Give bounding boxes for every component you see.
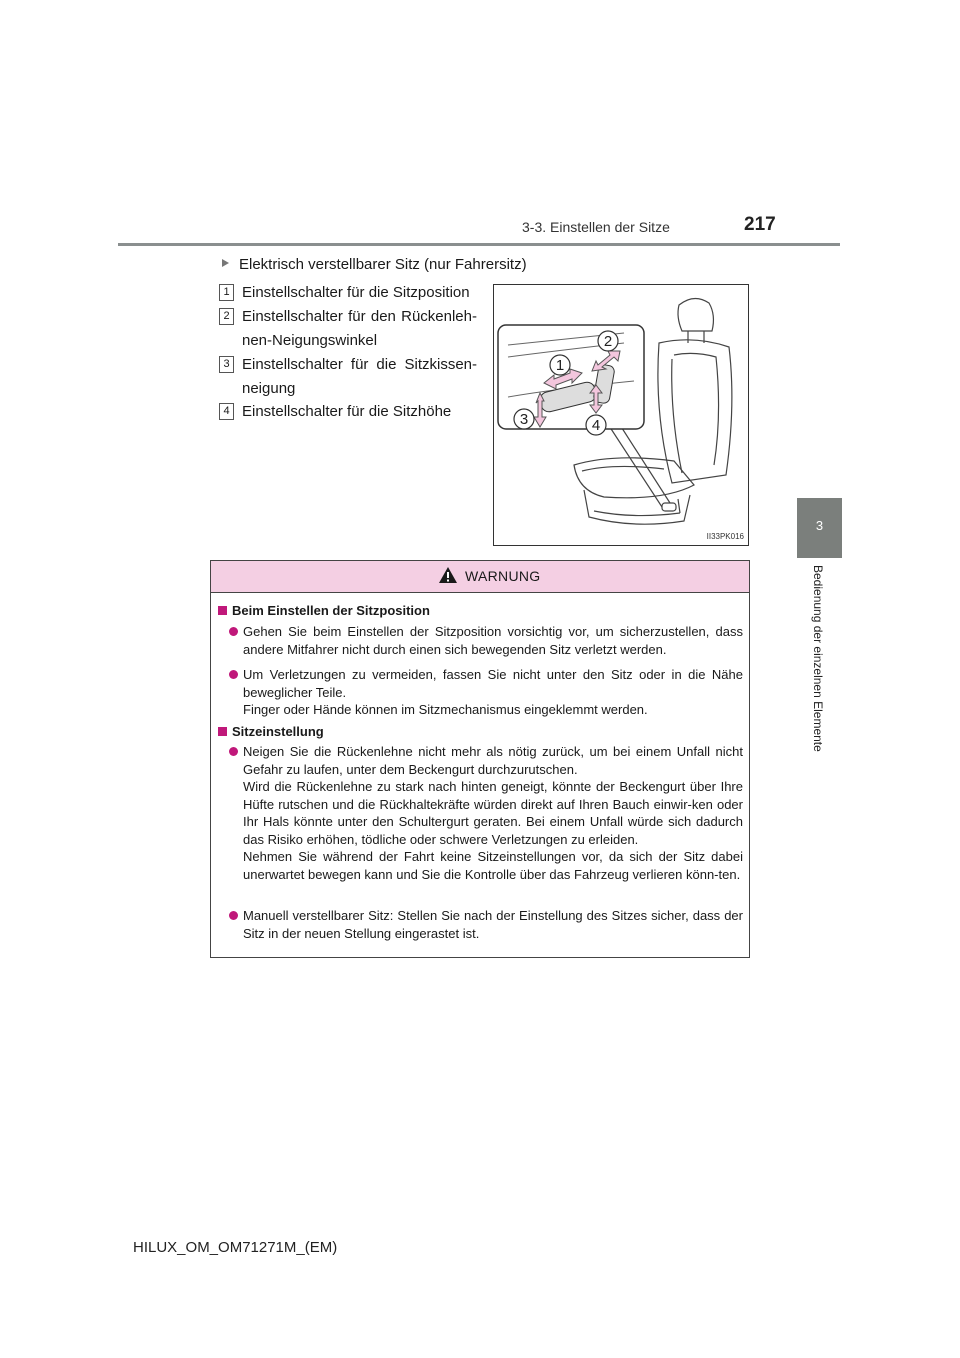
bullet-item: Um Verletzungen zu vermeiden, fassen Sie nicht unter den Sitz oder in die Nähe beweglicher Teile. Finger oder Hände können im Sitzmechanismus eingeklemmt werden. [229, 666, 743, 719]
warning-triangle-icon [438, 566, 458, 584]
seat-drawing [494, 285, 748, 545]
figure-code: II33PK016 [706, 532, 744, 541]
item-number: 2 [219, 308, 234, 325]
square-bullet-icon [218, 727, 227, 736]
item-text: Einstellschalter für die Sitzposition [242, 284, 470, 301]
item-text: Einstellschalter für den Rückenleh-nen-Neigungswinkel [242, 308, 477, 349]
list-item [219, 353, 477, 401]
subheading [222, 256, 527, 273]
document-code: HILUX_OM_OM71271M_(EM) [133, 1239, 338, 1256]
circle-bullet-icon [229, 911, 238, 920]
section-heading: Beim Einstellen der Sitzposition [218, 603, 430, 618]
callout-2: 2 [603, 333, 613, 350]
header-section-title: 3-3. Einstellen der Sitze [522, 219, 670, 235]
item-text: Einstellschalter für die Sitzhöhe [242, 403, 452, 420]
circle-bullet-icon [229, 627, 238, 636]
warning-box [210, 560, 750, 958]
callout-4: 4 [591, 417, 601, 434]
item-number: 3 [219, 356, 234, 373]
list-item [219, 281, 477, 305]
item-number: 1 [219, 284, 234, 301]
square-bullet-icon [218, 606, 227, 615]
circle-bullet-icon [229, 747, 238, 756]
list-item [219, 400, 477, 424]
item-number: 4 [219, 403, 234, 420]
page-number: 217 [744, 214, 776, 235]
bullet-item: Manuell verstellbarer Sitz: Stellen Sie nach der Einstellung des Sitzes sicher, dass der Sitz in der neuen Stellung eingerastet ist. [229, 907, 743, 942]
bullet-item: Neigen Sie die Rückenlehne nicht mehr als nötig zurück, um bei einem Unfall nicht Gefahr zu laufen, unter dem Beckengurt durchzurutschen. Wird die Rückenlehne zu stark nach hinten geneigt, könnte der Beckengurt über Ihre Hüfte rutschen und die Rückhaltekräfte würden direkt auf Ihren Bauch einwir-ken oder Ihr Hals könnte unter den Schultergurt geraten. Bei einem Unfall würde sich dadurch das Risiko erhöhen, tödliche oder schwere Verletzungen zu erleiden. Nehmen Sie während der Fahrt keine Sitzeinstellungen vor, da sich der Sitz dabei unerwartet bewegen kann und Sie die Kontrolle über das Fahrzeug verlieren könn-ten. [229, 743, 743, 883]
callout-3: 3 [519, 411, 529, 428]
header-divider [118, 243, 840, 246]
circle-bullet-icon [229, 670, 238, 679]
triangle-bullet-icon [222, 259, 229, 267]
chapter-tab-number: 3 [815, 518, 824, 533]
bullet-item: Gehen Sie beim Einstellen der Sitzposition vorsichtig vor, um sicherzustellen, dass andere Mitfahrer nicht durch einen sich bewegenden Sitz verletzt werden. [229, 623, 743, 658]
section-heading: Sitzeinstellung [218, 724, 324, 739]
list-item [219, 305, 477, 353]
seat-illustration [493, 284, 749, 546]
warning-title: WARNUNG [465, 568, 541, 584]
subheading-text: Elektrisch verstellbarer Sitz (nur Fahrersitz) [239, 256, 527, 273]
item-text: Einstellschalter für die Sitzkissen-neigung [242, 356, 477, 397]
callout-1: 1 [555, 357, 565, 374]
chapter-tab-label: Bedienung der einzelnen Elemente [811, 565, 825, 752]
warning-header [211, 561, 749, 593]
